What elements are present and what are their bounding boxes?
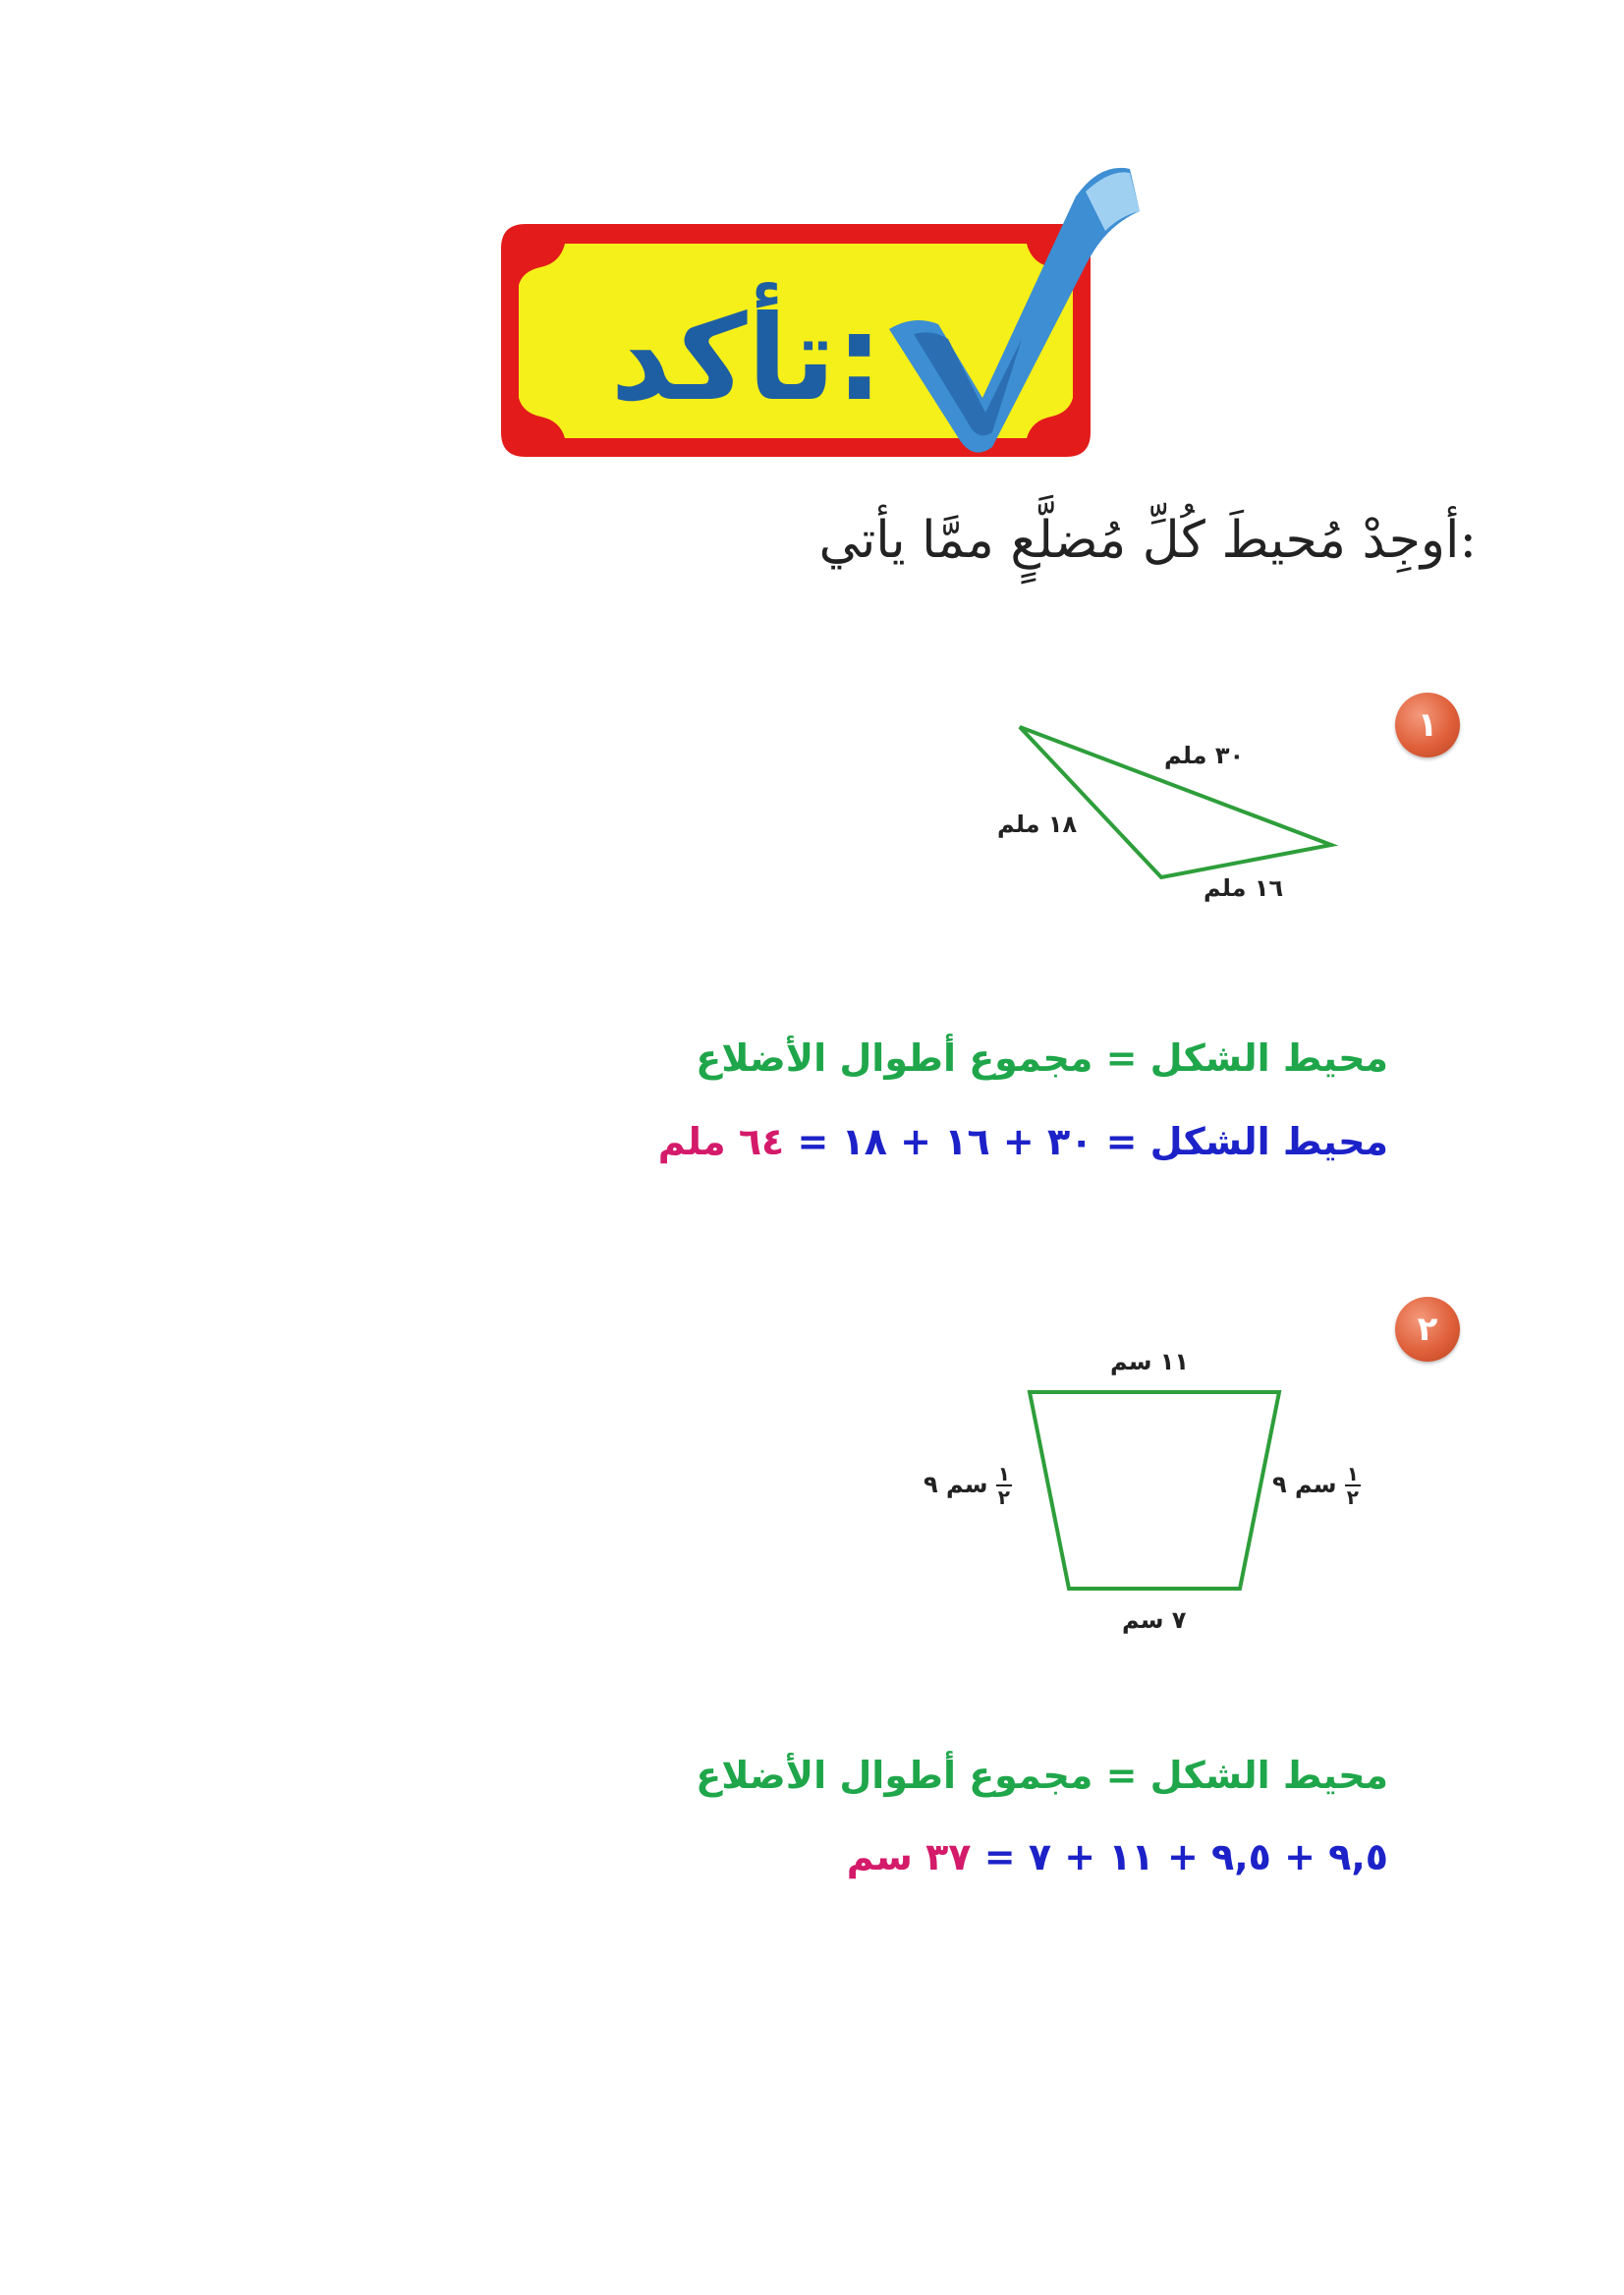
triangle-label-bottom: ١٦ ملم	[1204, 874, 1284, 902]
trapezoid-right-unit: سم	[1295, 1471, 1337, 1498]
trapezoid-label-top: ١١ سم	[1110, 1348, 1190, 1375]
trapezoid-label-right	[1272, 1464, 1361, 1507]
trapezoid-shape	[1022, 1380, 1287, 1596]
trapezoid-left-fraction	[996, 1464, 1012, 1507]
problem-1-formula: محيط الشكل = مجموع أطوال الأضلاع	[696, 1036, 1388, 1080]
trapezoid-left-whole: ٩	[924, 1471, 938, 1498]
problem-1-calc-label: محيط الشكل =	[1105, 1120, 1388, 1163]
problem-2-result: ٣٧ سم	[846, 1835, 972, 1878]
problem-2-badge: ٢	[1395, 1297, 1460, 1362]
problem-2-calc-expr: ٩,٥ + ٩,٥ + ١١ + ٧ =	[983, 1835, 1388, 1878]
trapezoid-label-bottom: ٧ سم	[1122, 1606, 1187, 1634]
banner-graphic	[0, 0, 1624, 511]
trapezoid-left-unit: سم	[946, 1471, 988, 1498]
trapezoid-right-whole: ٩	[1272, 1471, 1287, 1498]
fraction-numerator: ١	[997, 1462, 1010, 1485]
triangle-label-top: ٣٠ ملم	[1164, 742, 1245, 769]
trapezoid-label-left	[924, 1464, 1012, 1507]
problem-1-result: ٦٤ ملم	[657, 1120, 785, 1163]
triangle-label-left: ١٨ ملم	[997, 811, 1078, 838]
problem-1-calc-expr: ٣٠ + ١٦ + ١٨ =	[797, 1120, 1093, 1163]
problem-1-badge: ١	[1395, 693, 1460, 757]
trapezoid-right-fraction	[1345, 1464, 1361, 1507]
banner	[0, 0, 1624, 511]
fraction-denominator: ٢	[997, 1485, 1010, 1509]
fraction-denominator: ٢	[1346, 1485, 1359, 1509]
problem-1-calculation	[658, 1120, 1388, 1163]
banner-title: تأكد:	[610, 290, 883, 427]
instruction-text: أوجِدْ مُحيطَ كُلِّ مُضلَّعٍ ممَّا يأتي:	[818, 511, 1477, 570]
problem-2-formula: محيط الشكل = مجموع أطوال الأضلاع	[696, 1754, 1388, 1797]
problem-2-calculation	[847, 1835, 1388, 1878]
fraction-numerator: ١	[1346, 1462, 1359, 1485]
